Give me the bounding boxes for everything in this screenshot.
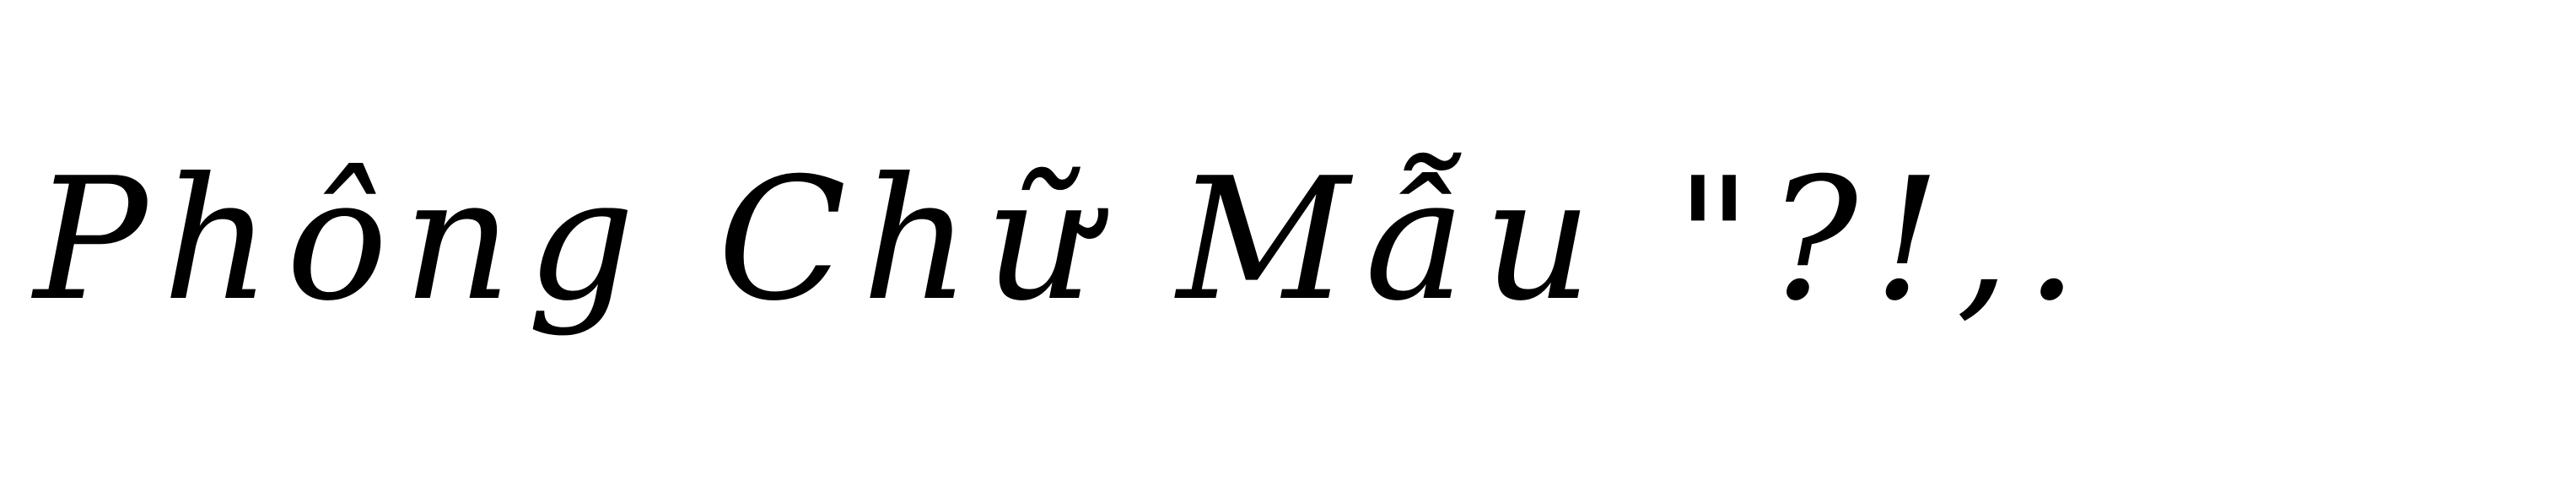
sample-word-phong: Phông bbox=[34, 142, 650, 338]
sample-word-mau: Mẫu bbox=[1177, 142, 1608, 338]
sample-punctuation: "?!,. bbox=[1674, 142, 2094, 338]
font-sample-text bbox=[34, 0, 2556, 481]
sample-word-chu: Chữ bbox=[717, 142, 1110, 338]
